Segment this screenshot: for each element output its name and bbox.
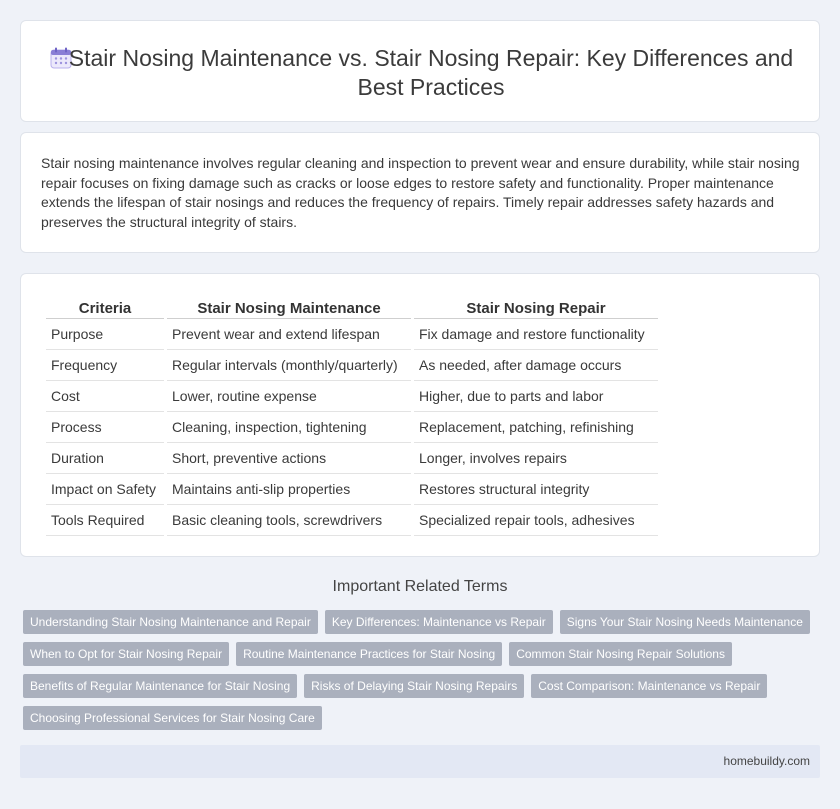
- comparison-table: [43, 295, 661, 536]
- page-title: Stair Nosing Maintenance vs. Stair Nosing Repair: Key Differences and Best Practices: [68, 45, 794, 100]
- related-terms-heading: Important Related Terms: [332, 578, 508, 595]
- table-cell: Fix damage and restore functionality: [414, 319, 658, 350]
- table-cell: Frequency: [46, 350, 164, 381]
- related-term-tag[interactable]: Choosing Professional Services for Stair Nosing Care: [23, 706, 322, 730]
- footer: [20, 745, 820, 778]
- table-cell: Restores structural integrity: [414, 474, 658, 505]
- column-header-repair: Stair Nosing Repair: [414, 295, 658, 319]
- related-term-tag[interactable]: Benefits of Regular Maintenance for Stair Nosing: [23, 674, 297, 698]
- table-cell: Process: [46, 412, 164, 443]
- related-terms-list: [23, 610, 823, 730]
- intro-paragraph: Stair nosing maintenance involves regular cleaning and inspection to prevent wear and ensure durability, while stair nosing repair focuses on fixing damage such as cracks or loose edges to restore safety and functionality. Proper maintenance extends the lifespan of stair nosings and reduces the frequency of repairs. Timely repair addresses safety hazards and preserves the structural integrity of stairs.: [41, 155, 800, 230]
- column-header-maintenance: Stair Nosing Maintenance: [167, 295, 411, 319]
- related-term-tag[interactable]: Key Differences: Maintenance vs Repair: [325, 610, 553, 634]
- table-cell: Longer, involves repairs: [414, 443, 658, 474]
- related-term-tag[interactable]: Signs Your Stair Nosing Needs Maintenance: [560, 610, 810, 634]
- table-cell: Purpose: [46, 319, 164, 350]
- table-row: [46, 505, 658, 536]
- table-row: [46, 412, 658, 443]
- intro-card: [20, 132, 820, 253]
- table-cell: Short, preventive actions: [167, 443, 411, 474]
- table-row: [46, 443, 658, 474]
- table-cell: Impact on Safety: [46, 474, 164, 505]
- table-cell: Maintains anti-slip properties: [167, 474, 411, 505]
- related-term-tag[interactable]: Routine Maintenance Practices for Stair Nosing: [236, 642, 502, 666]
- table-cell: Replacement, patching, refinishing: [414, 412, 658, 443]
- table-cell: Higher, due to parts and labor: [414, 381, 658, 412]
- table-row: [46, 474, 658, 505]
- related-term-tag[interactable]: Risks of Delaying Stair Nosing Repairs: [304, 674, 524, 698]
- table-row: [46, 319, 658, 350]
- table-cell: Cost: [46, 381, 164, 412]
- related-term-tag[interactable]: Cost Comparison: Maintenance vs Repair: [531, 674, 767, 698]
- table-cell: Prevent wear and extend lifespan: [167, 319, 411, 350]
- table-cell: Lower, routine expense: [167, 381, 411, 412]
- comparison-card: [20, 273, 820, 557]
- related-term-tag[interactable]: Understanding Stair Nosing Maintenance and Repair: [23, 610, 318, 634]
- table-cell: Specialized repair tools, adhesives: [414, 505, 658, 536]
- table-row: [46, 350, 658, 381]
- header-card: [20, 20, 820, 122]
- table-cell: Duration: [46, 443, 164, 474]
- table-cell: Regular intervals (monthly/quarterly): [167, 350, 411, 381]
- table-cell: Basic cleaning tools, screwdrivers: [167, 505, 411, 536]
- table-row: [46, 381, 658, 412]
- table-header-row: [46, 295, 658, 319]
- table-cell: Tools Required: [46, 505, 164, 536]
- footer-site-link[interactable]: homebuildy.com: [723, 754, 810, 768]
- related-term-tag[interactable]: When to Opt for Stair Nosing Repair: [23, 642, 229, 666]
- table-cell: As needed, after damage occurs: [414, 350, 658, 381]
- column-header-criteria: Criteria: [46, 295, 164, 319]
- related-term-tag[interactable]: Common Stair Nosing Repair Solutions: [509, 642, 732, 666]
- table-cell: Cleaning, inspection, tightening: [167, 412, 411, 443]
